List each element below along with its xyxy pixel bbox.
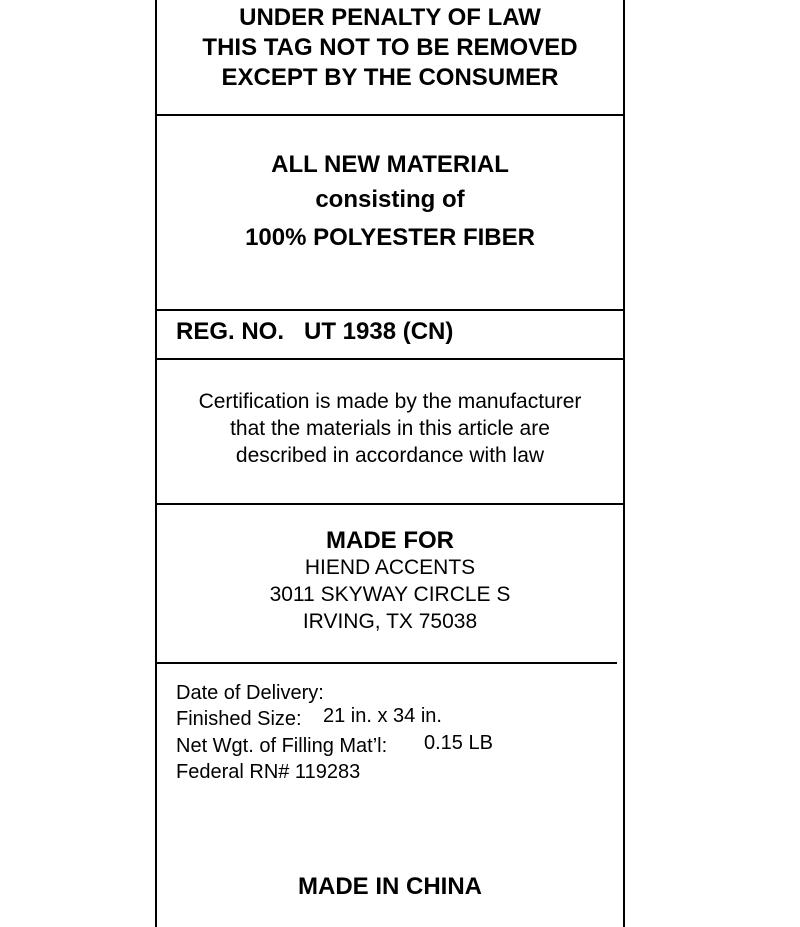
registration-value: UT 1938 (CN) — [304, 318, 454, 345]
weight-value: 0.15 LB — [424, 732, 493, 754]
made-for-address: 3011 SKYWAY CIRCLE S — [269, 583, 511, 606]
divider-5 — [157, 662, 617, 664]
divider-2 — [157, 309, 623, 311]
size-value: 21 in. x 34 in. — [323, 705, 442, 727]
delivery-label: Date of Delivery: — [176, 682, 324, 704]
made-for-name: HIEND ACCENTS — [304, 556, 476, 579]
divider-4 — [157, 503, 623, 505]
made-in-label: MADE IN CHINA — [298, 873, 482, 900]
material-line-1: ALL NEW MATERIAL — [271, 151, 509, 178]
made-for-city: IRVING, TX 75038 — [302, 610, 478, 633]
certification-line-1: Certification is made by the manufacturer — [198, 390, 582, 413]
material-line-2: consisting of — [315, 186, 465, 213]
warning-line-2: THIS TAG NOT TO BE REMOVED — [202, 34, 578, 61]
weight-label: Net Wgt. of Filling Mat’l: — [176, 735, 388, 757]
warning-line-1: UNDER PENALTY OF LAW — [239, 4, 541, 31]
law-tag — [155, 0, 625, 927]
made-for-heading: MADE FOR — [326, 527, 454, 554]
warning-line-3: EXCEPT BY THE CONSUMER — [221, 64, 559, 91]
divider-3 — [157, 358, 623, 360]
size-label: Finished Size: — [176, 708, 302, 730]
divider-1 — [157, 114, 623, 116]
certification-line-3: described in accordance with law — [235, 444, 545, 467]
federal-rn: Federal RN# 119283 — [176, 761, 361, 783]
certification-line-2: that the materials in this article are — [230, 417, 550, 440]
material-line-3: 100% POLYESTER FIBER — [245, 224, 535, 251]
registration-label: REG. NO. — [176, 318, 285, 345]
